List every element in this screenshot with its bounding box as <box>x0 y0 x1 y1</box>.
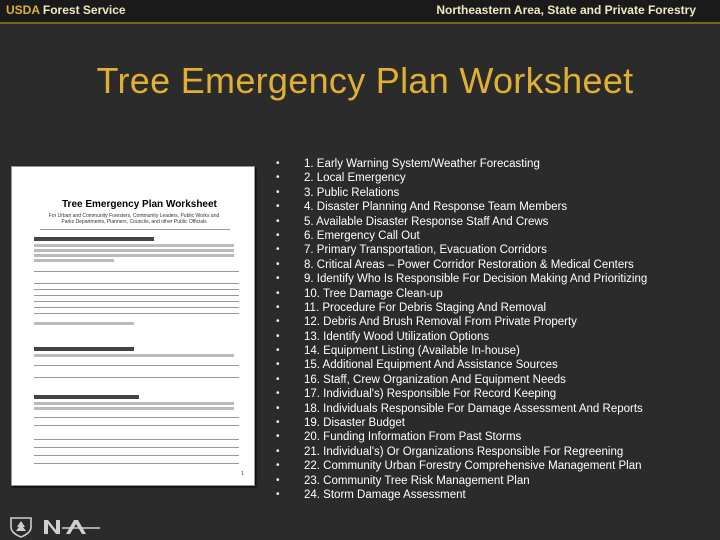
worksheet-field-line <box>34 425 239 426</box>
plan-items-list <box>276 157 647 502</box>
header-bar <box>0 0 720 24</box>
list-item <box>276 330 647 344</box>
list-item <box>276 387 647 401</box>
worksheet-section-heading <box>34 395 139 399</box>
worksheet-field-line <box>34 271 239 272</box>
worksheet-text-line <box>34 244 234 247</box>
list-item-text: 21. Individual's) Or Organizations Responsible For Regreening <box>304 445 624 458</box>
list-item-text: 11. Procedure For Debris Staging And Removal <box>304 301 547 314</box>
list-item-text: 10. Tree Damage Clean-up <box>304 287 443 300</box>
list-item-text: 18. Individuals Responsible For Damage Assessment And Reports <box>304 402 643 415</box>
worksheet-section-heading <box>34 237 154 241</box>
list-item-text: 12. Debris And Brush Removal From Private Property <box>304 316 577 329</box>
bullet-icon: • <box>276 172 280 184</box>
list-item <box>276 402 647 416</box>
bullet-icon: • <box>276 273 280 285</box>
worksheet-text-line <box>34 249 234 252</box>
bullet-icon: • <box>276 488 280 500</box>
worksheet-text-line <box>34 407 234 410</box>
page-title: Tree Emergency Plan Worksheet <box>96 60 634 101</box>
list-item-text: 24. Storm Damage Assessment <box>304 488 466 501</box>
list-item <box>276 200 647 214</box>
bullet-icon: • <box>276 330 280 342</box>
list-item-text: 6. Emergency Call Out <box>304 229 420 242</box>
list-item-text: 20. Funding Information From Past Storms <box>304 431 522 444</box>
bullet-icon: • <box>276 445 280 457</box>
brand-forest-service: Forest Service <box>39 3 126 17</box>
list-item-text: 4. Disaster Planning And Response Team Members <box>304 201 568 214</box>
worksheet-field-line <box>34 455 239 456</box>
bullet-icon: • <box>276 359 280 371</box>
bullet-icon: • <box>276 417 280 429</box>
brand-right: Northeastern Area, State and Private Forestry <box>436 3 696 17</box>
list-item <box>276 243 647 257</box>
brand-left <box>6 3 126 17</box>
list-item <box>276 186 647 200</box>
list-item-text: 17. Individual's) Responsible For Record Keeping <box>304 388 557 401</box>
bullet-icon: • <box>276 373 280 385</box>
worksheet-section-heading <box>34 347 134 351</box>
worksheet-field-line <box>34 463 239 464</box>
list-item-text: 5. Available Disaster Response Staff And Crews <box>304 215 549 228</box>
list-item-text: 8. Critical Areas – Power Corridor Restoration & Medical Centers <box>304 258 634 271</box>
bullet-icon: • <box>276 460 280 472</box>
worksheet-field-line <box>34 313 239 314</box>
list-item-text: 3. Public Relations <box>304 186 400 199</box>
worksheet-text-line <box>34 354 234 357</box>
bullet-icon: • <box>276 316 280 328</box>
worksheet-field-line <box>34 447 239 448</box>
list-item-text: 9. Identify Who Is Responsible For Decision Making And Prioritizing <box>304 273 648 286</box>
worksheet-field-line <box>34 365 239 366</box>
list-item <box>276 373 647 387</box>
list-item <box>276 171 647 185</box>
worksheet-field-line <box>34 283 239 284</box>
list-item <box>276 229 647 243</box>
list-item-text: 14. Equipment Listing (Available In-house) <box>304 345 520 358</box>
bullet-icon: • <box>276 186 280 198</box>
worksheet-field-line <box>34 295 239 296</box>
bullet-icon: • <box>276 474 280 486</box>
na-logo-icon <box>42 518 102 536</box>
list-item-text: 22. Community Urban Forestry Comprehensive Management Plan <box>304 460 642 473</box>
list-item <box>276 215 647 229</box>
list-item <box>276 344 647 358</box>
list-item <box>276 459 647 473</box>
list-item <box>276 474 647 488</box>
worksheet-text-line <box>34 254 234 257</box>
worksheet-divider <box>40 229 230 230</box>
worksheet-field-line <box>34 439 239 440</box>
worksheet-text-line <box>34 259 114 262</box>
list-item <box>276 430 647 444</box>
brand-usda: USDA <box>6 3 40 17</box>
list-item <box>276 272 647 286</box>
list-item-text: 1. Early Warning System/Weather Forecasting <box>304 158 540 170</box>
list-item <box>276 315 647 329</box>
bullet-icon: • <box>276 402 280 414</box>
bullet-icon: • <box>276 158 280 169</box>
list-item-text: 2. Local Emergency <box>304 172 406 185</box>
list-item <box>276 287 647 301</box>
worksheet-text-line <box>34 402 234 405</box>
list-item <box>276 445 647 459</box>
list-item-text: 23. Community Tree Risk Management Plan <box>304 474 530 487</box>
list-item-text: 13. Identify Wood Utilization Options <box>304 330 490 343</box>
usda-forest-service-shield-icon <box>8 516 34 538</box>
bullet-icon: • <box>276 201 280 213</box>
bullet-icon: • <box>276 229 280 241</box>
bullet-icon: • <box>276 287 280 299</box>
list-item <box>276 258 647 272</box>
worksheet-page-number: 1 <box>241 471 244 477</box>
bullet-icon: • <box>276 388 280 400</box>
bullet-icon: • <box>276 244 280 256</box>
worksheet-preview-image <box>11 166 255 486</box>
worksheet-title: Tree Emergency Plan Worksheet <box>62 199 217 210</box>
bullet-icon: • <box>276 345 280 357</box>
list-item-text: 15. Additional Equipment And Assistance Sources <box>304 359 558 372</box>
worksheet-subtitle: For Urban and Community Foresters, Community Leaders, Public Works and Parks Departments, Planners, Councils, and other Public Officials <box>48 213 220 225</box>
bullet-icon: • <box>276 215 280 227</box>
worksheet-field-line <box>34 289 239 290</box>
worksheet-field-line <box>34 417 239 418</box>
list-item-text: 19. Disaster Budget <box>304 417 406 430</box>
list-item <box>276 358 647 372</box>
list-item <box>276 488 647 502</box>
worksheet-field-line <box>34 377 239 378</box>
list-item <box>276 416 647 430</box>
bullet-icon: • <box>276 431 280 443</box>
list-item-text: 7. Primary Transportation, Evacuation Corridors <box>304 244 547 257</box>
worksheet-text-line <box>34 322 134 325</box>
bullet-icon: • <box>276 301 280 313</box>
bullet-icon: • <box>276 258 280 270</box>
worksheet-field-line <box>34 301 239 302</box>
list-item-text: 16. Staff, Crew Organization And Equipment Needs <box>304 373 566 386</box>
worksheet-field-line <box>34 307 239 308</box>
list-item <box>276 157 647 171</box>
list-item <box>276 301 647 315</box>
